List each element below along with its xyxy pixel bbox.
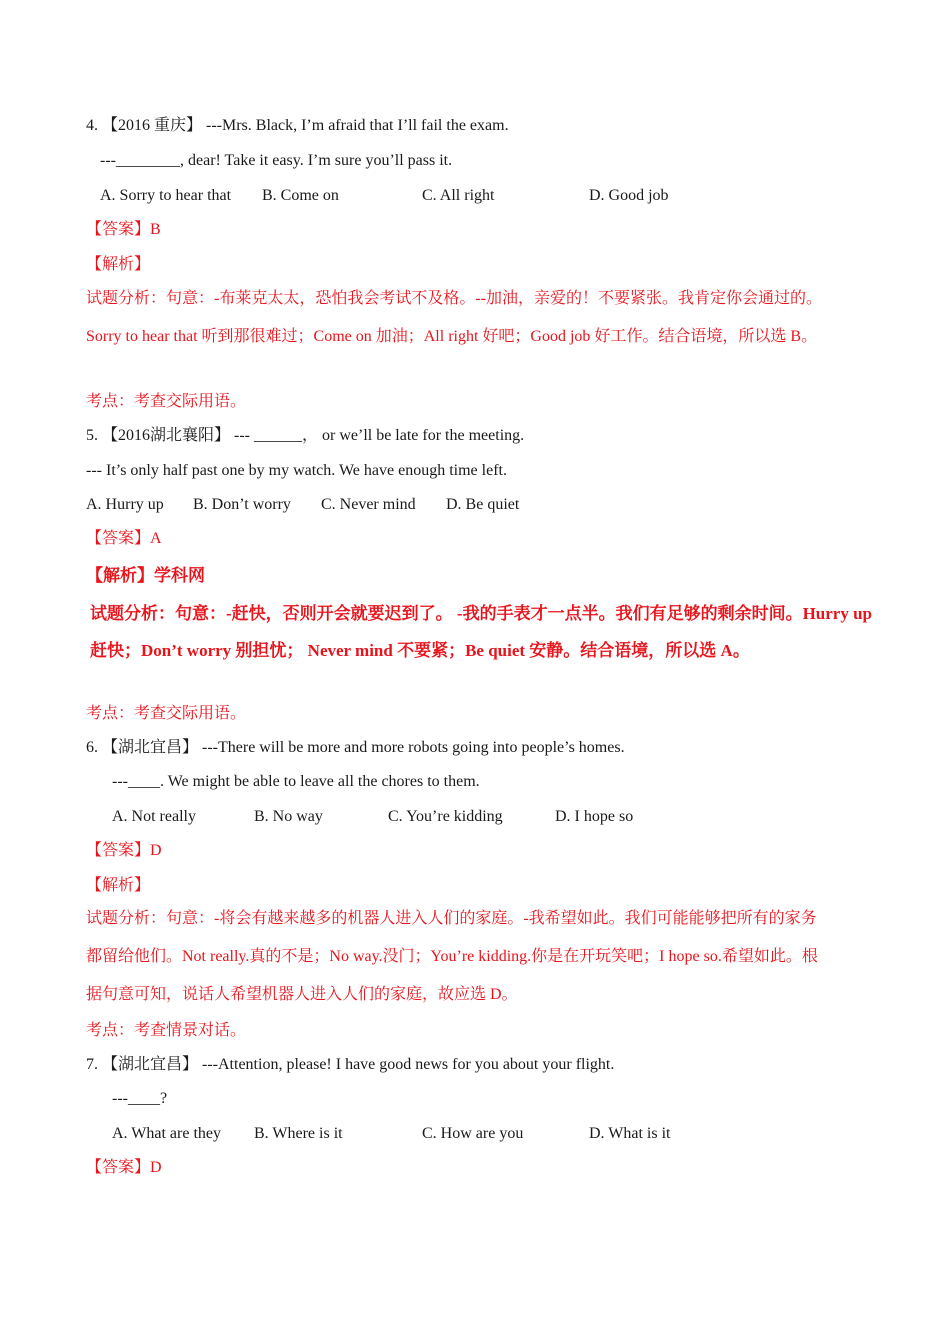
q6-point: 考点：考查情景对话。: [86, 1022, 247, 1039]
q6-answer: 【答案】D: [86, 842, 162, 859]
q5-point: 考点：考查交际用语。: [86, 705, 247, 722]
q4-point: 考点：考查交际用语。: [86, 393, 247, 410]
q6-source: 【湖北宜昌】: [102, 739, 199, 756]
q7-number: 7.: [86, 1056, 98, 1073]
q4-option-a: A. Sorry to hear that: [100, 187, 232, 204]
q5-answer: 【答案】A: [86, 530, 162, 547]
q7-answer: 【答案】D: [86, 1159, 162, 1176]
q5-number: 5.: [86, 427, 98, 444]
q4-option-c: C. All right: [422, 187, 495, 204]
q4-reply: ---________, dear! Take it easy. I’m sure you’ll pass it.: [100, 152, 453, 169]
q6-option-b: B. No way: [254, 808, 323, 825]
q4-analysis-label: 【解析】: [86, 256, 151, 273]
q5-option-d: D. Be quiet: [446, 496, 520, 513]
q6-reply: ---____. We might be able to leave all the chores to them.: [112, 773, 480, 790]
q7-option-a: A. What are they: [112, 1125, 221, 1142]
q6-question-text: ---There will be more and more robots going into people’s homes.: [202, 739, 625, 756]
q4-option-b: B. Come on: [262, 187, 339, 204]
q6-analysis-line-1: 试题分析：句意：-将会有越来越多的机器人进入人们的家庭。-我希望如此。我们可能能够把所有的家务: [86, 910, 817, 927]
q7-option-d: D. What is it: [589, 1125, 671, 1142]
q4-analysis-line-1: 试题分析：句意：-布莱克太太，恐怕我会考试不及格。--加油，亲爱的！不要紧张。我肯定你会通过的。: [86, 290, 822, 307]
q4-question-text: ---Mrs. Black, I’m afraid that I’ll fail the exam.: [206, 117, 509, 134]
q4-analysis-line-2: Sorry to hear that 听到那很难过；Come on 加油；All right 好吧；Good job 好工作。结合语境，所以选 B。: [86, 328, 818, 345]
q5-source: 【2016湖北襄阳】: [102, 427, 231, 444]
q5-option-a: A. Hurry up: [86, 496, 164, 513]
q4-question: [86, 116, 509, 136]
q5-analysis-line-1: 试题分析：句意：-赶快，否则开会就要迟到了。 -我的手表才一点半。我们有足够的剩余时间。Hurry up: [90, 604, 872, 623]
q5-analysis-line-2: 赶快；Don’t worry 别担忧； Never mind 不要紧；Be quiet 安静。结合语境，所以选 A。: [90, 641, 750, 660]
q5-analysis-label: 【解析】学科网: [86, 566, 205, 585]
q7-source: 【湖北宜昌】: [102, 1056, 199, 1073]
q4-answer: 【答案】B: [86, 221, 161, 238]
q5-option-b: B. Don’t worry: [193, 496, 291, 513]
q4-source: 【2016 重庆】: [102, 117, 203, 134]
q4-number: 4.: [86, 117, 98, 134]
q6-analysis-label: 【解析】: [86, 877, 151, 894]
q7-question: [86, 1055, 614, 1075]
q4-option-d: D. Good job: [589, 187, 669, 204]
q7-reply: ---____?: [112, 1090, 168, 1107]
q5-question: [86, 426, 524, 446]
q7-option-b: B. Where is it: [254, 1125, 343, 1142]
q6-analysis-line-2: 都留给他们。Not really.真的不是；No way.没门；You’re kidding.你是在开玩笑吧；I hope so.希望如此。根: [86, 948, 818, 965]
q7-question-text: ---Attention, please! I have good news for you about your flight.: [202, 1056, 615, 1073]
q5-question-text: --- ______， or we’ll be late for the meeting.: [234, 427, 525, 444]
q5-reply: --- It’s only half past one by my watch. We have enough time left.: [86, 462, 507, 479]
q6-option-d: D. I hope so: [555, 808, 634, 825]
q6-number: 6.: [86, 739, 98, 756]
q6-option-a: A. Not really: [112, 808, 196, 825]
q6-analysis-line-3: 据句意可知，说话人希望机器人进入人们的家庭，故应选 D。: [86, 986, 518, 1003]
q5-option-c: C. Never mind: [321, 496, 416, 513]
q7-option-c: C. How are you: [422, 1125, 524, 1142]
q6-question: [86, 738, 625, 758]
q6-option-c: C. You’re kidding: [388, 808, 503, 825]
